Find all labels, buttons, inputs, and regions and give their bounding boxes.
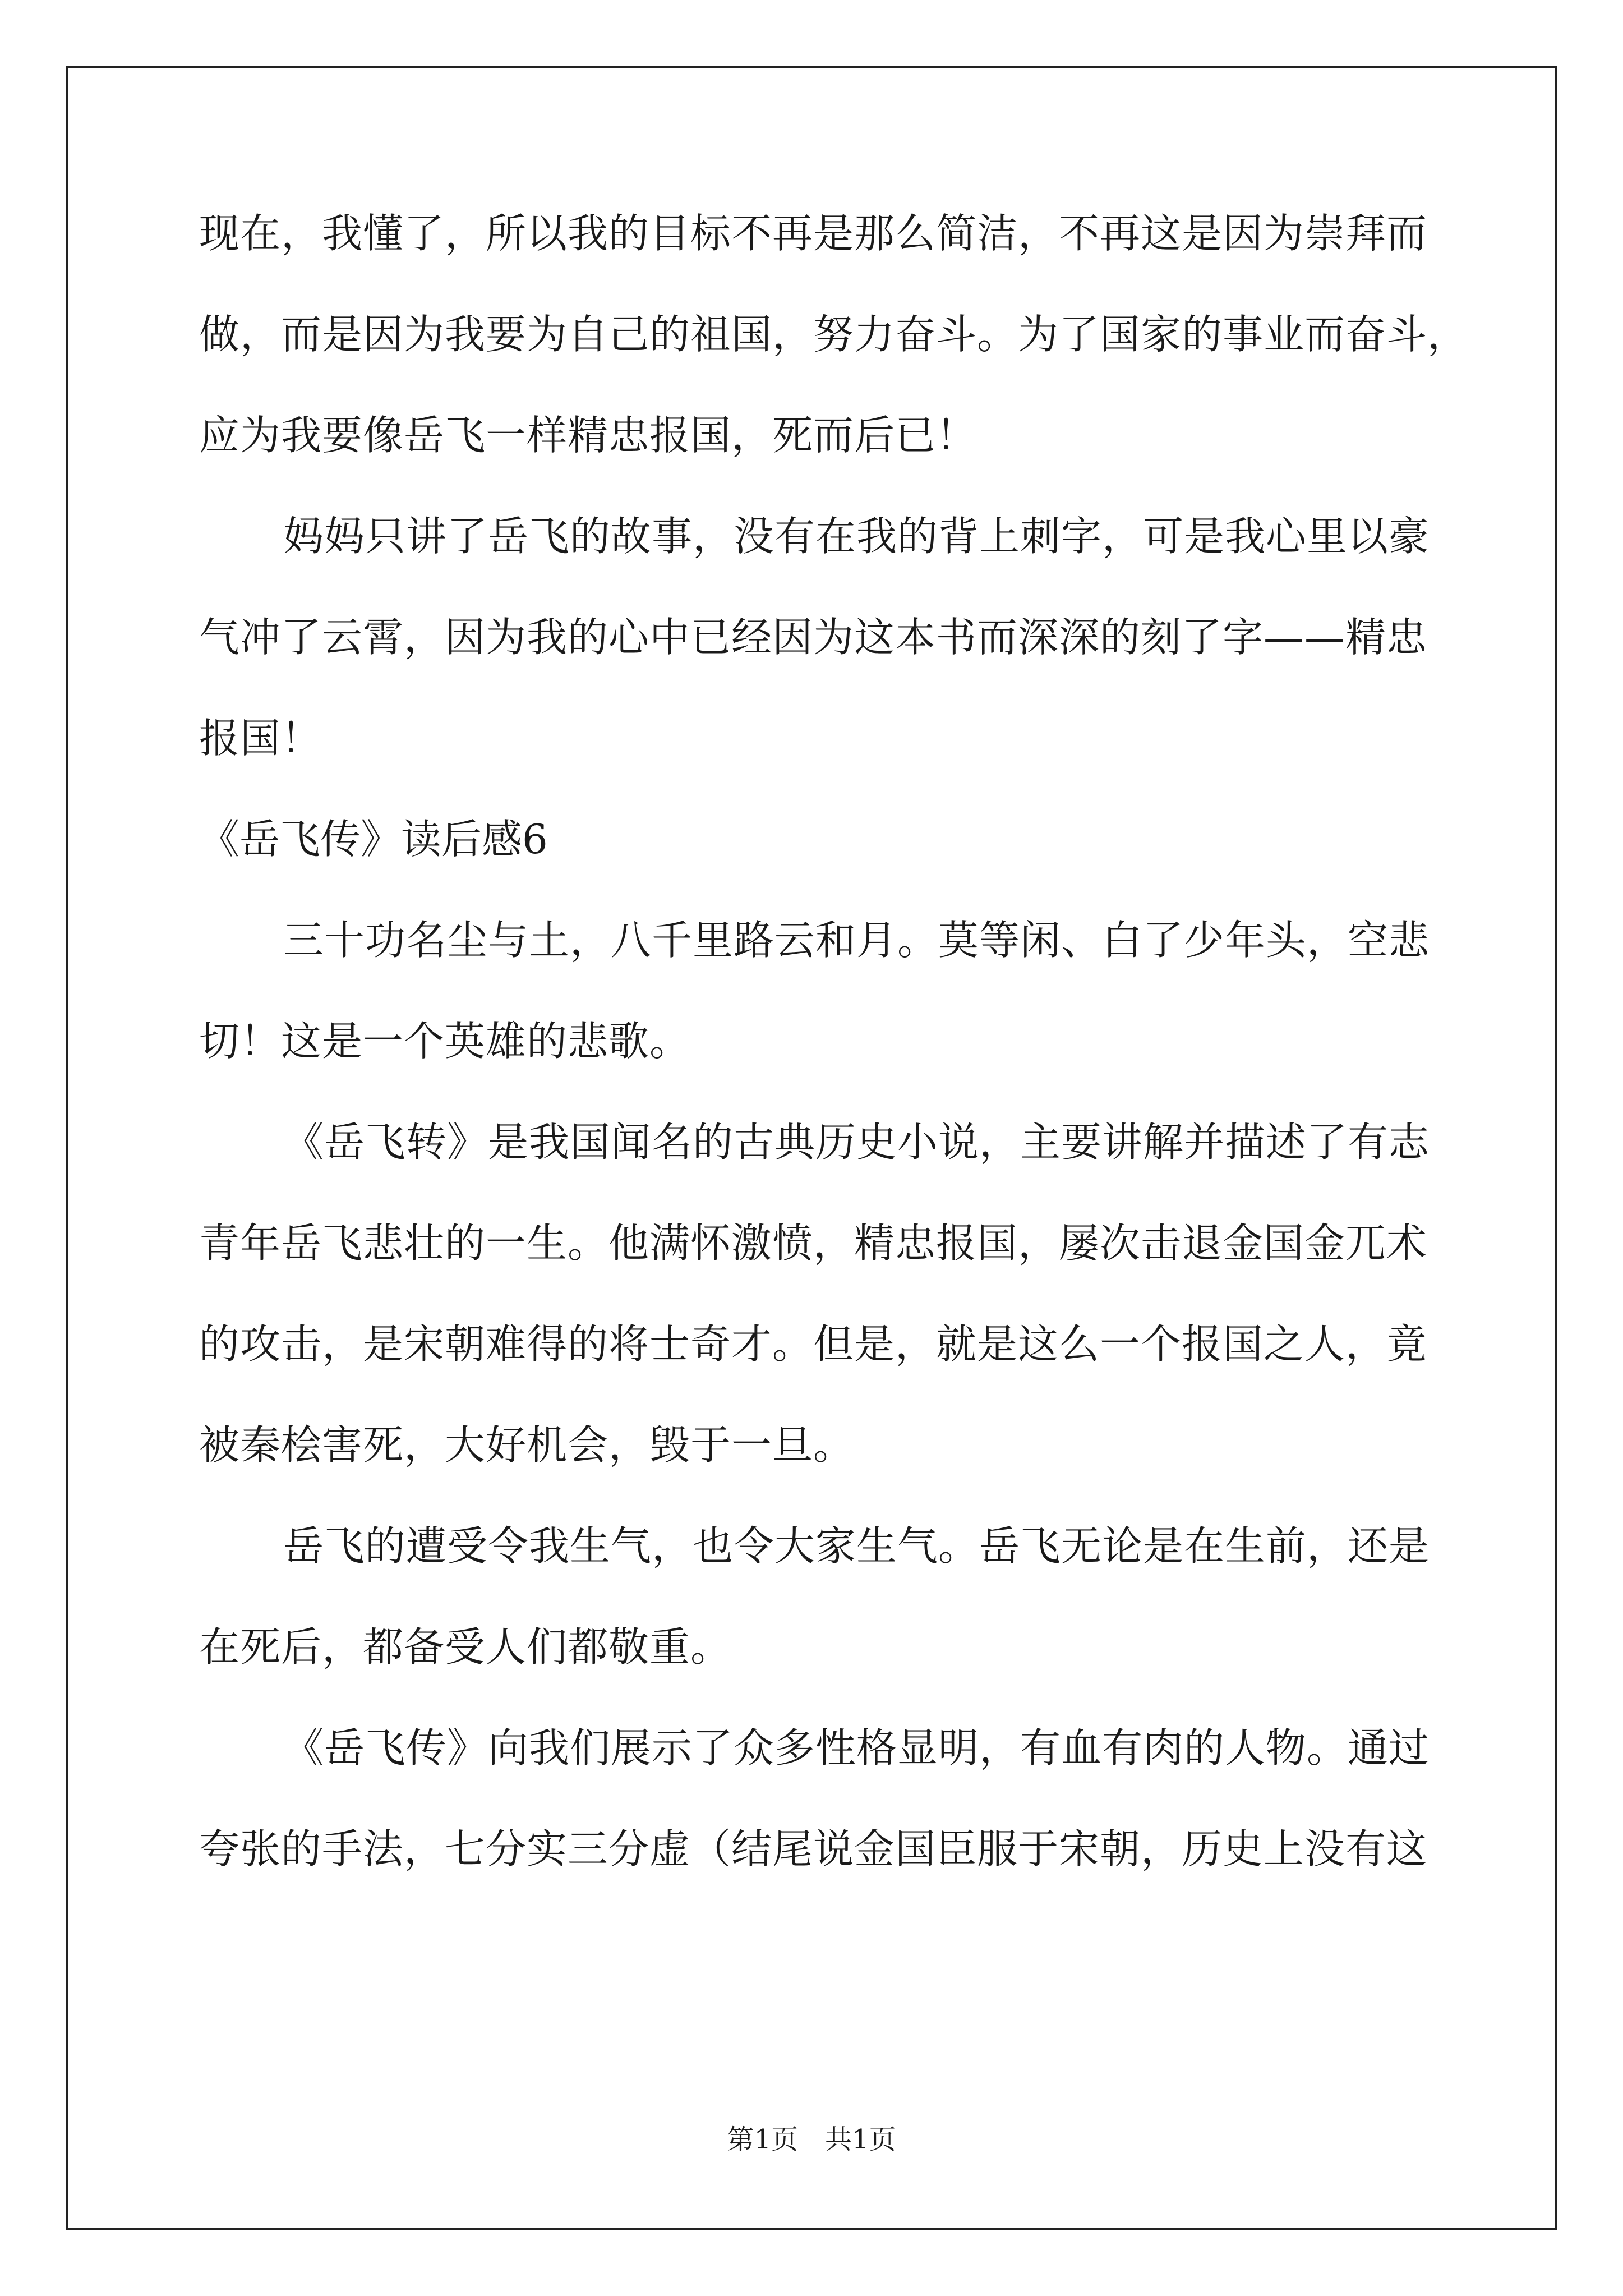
text-line: 青年岳飞悲壮的一生。他满怀激愤，精忠报国，屡次击退金国金兀术 — [199, 1220, 1428, 1267]
text-line: 应为我要像岳飞一样精忠报国，死而后已！ — [199, 412, 978, 459]
text-line: 气冲了云霄，因为我的心中已经因为这本书而深深的刻了字——精忠 — [199, 614, 1428, 661]
text-line: 报国！ — [199, 715, 322, 762]
text-line: 切！这是一个英雄的悲歌。 — [199, 1018, 691, 1065]
paragraph-start-line: 妈妈只讲了岳飞的故事，没有在我的背上刺字，可是我心里以豪 — [283, 513, 1430, 560]
paragraph-start-line: 《岳飞转》是我国闻名的古典历史小说，主要讲解并描述了有志 — [283, 1119, 1430, 1166]
document-body — [199, 210, 1469, 1930]
text-line: 做，而是因为我要为自己的祖国，努力奋斗。为了国家的事业而奋斗， — [199, 311, 1469, 358]
text-line: 的攻击，是宋朝难得的将士奇才。但是，就是这么一个报国之人，竟 — [199, 1320, 1428, 1368]
paragraph-start-line: 岳飞的遭受令我生气，也令大家生气。岳飞无论是在生前，还是 — [283, 1522, 1430, 1570]
paragraph-start-line: 《岳飞传》向我们展示了众多性格显明，有血有肉的人物。通过 — [283, 1724, 1430, 1772]
text-line: 夸张的手法，七分实三分虚（结尾说金国臣服于宋朝，历史上没有这 — [199, 1825, 1428, 1872]
text-line: 被秦桧害死，大好机会，毁于一旦。 — [199, 1421, 855, 1469]
text-line: 在死后，都备受人们都敬重。 — [199, 1623, 732, 1671]
page-number-footer: 第1页 共1页 — [727, 2124, 896, 2155]
text-line: 现在，我懂了，所以我的目标不再是那么简洁，不再这是因为崇拜而 — [199, 210, 1428, 257]
paragraph-start-line: 三十功名尘与土，八千里路云和月。莫等闲、白了少年头，空悲 — [283, 917, 1430, 964]
section-heading: 《岳飞传》读后感6 — [199, 816, 548, 863]
